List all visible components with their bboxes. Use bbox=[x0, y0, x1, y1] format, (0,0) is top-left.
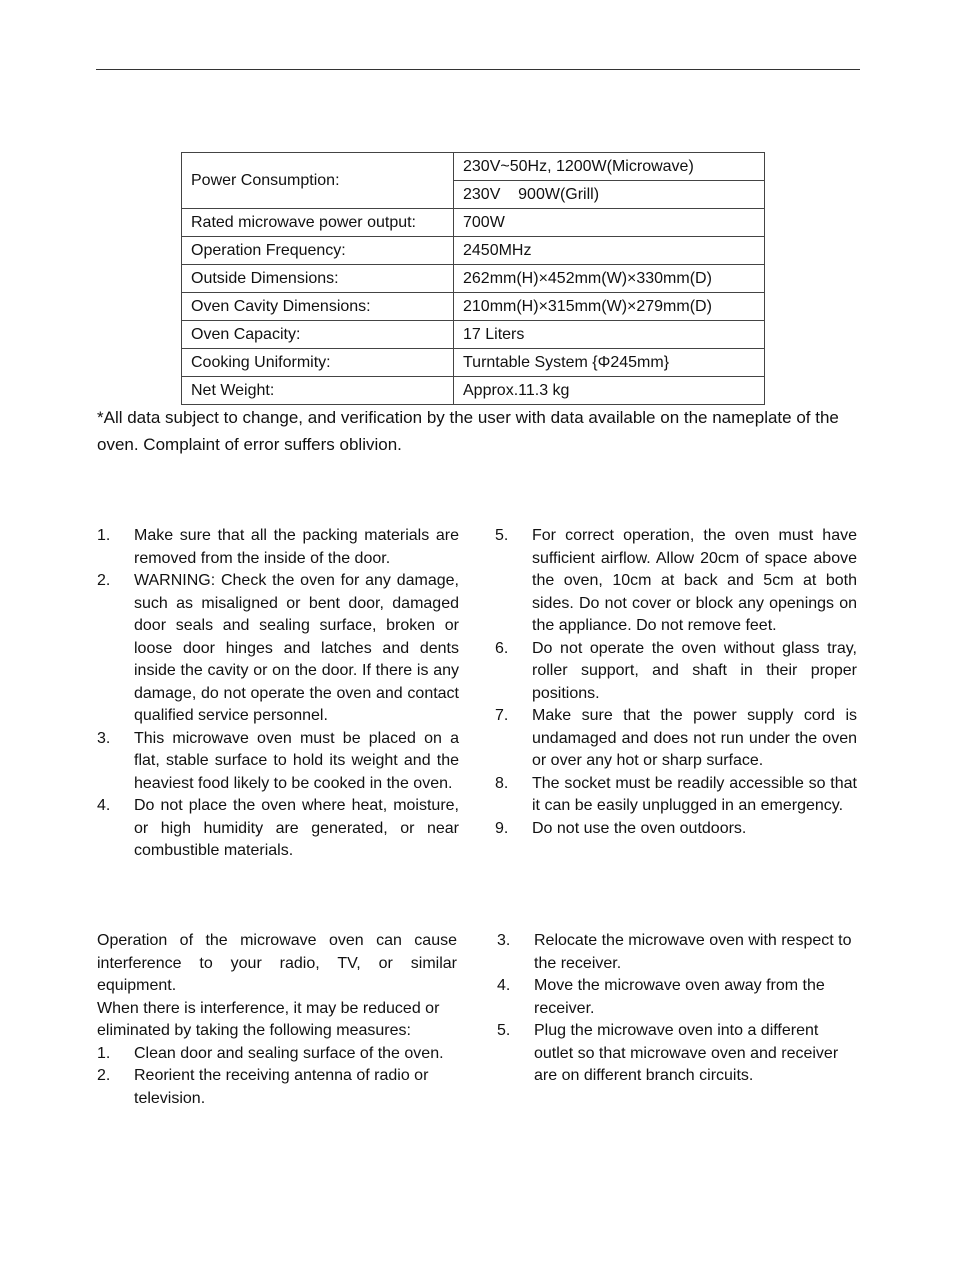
spec-label: Outside Dimensions: bbox=[182, 265, 454, 293]
spec-row bbox=[182, 321, 765, 349]
interference-intro: When there is interference, it may be reduced or eliminated by taking the following measures: bbox=[97, 999, 440, 1039]
list-item: 3. This microwave oven must be placed on a flat, stable surface to hold its weight and the heaviest food likely to be cooked in the oven. bbox=[97, 729, 459, 792]
list-item: 8. The socket must be readily accessible so that it can be easily unplugged in an emergency. bbox=[495, 774, 857, 814]
spec-value: Approx.11.3 kg bbox=[454, 377, 765, 405]
spec-value: 17 Liters bbox=[454, 321, 765, 349]
spec-row-power bbox=[182, 153, 765, 181]
interference-left bbox=[97, 930, 457, 1110]
list-item: 2. WARNING: Check the oven for any damage, such as misaligned or bent door, damaged door seals and sealing surface, broken or loose door hinges and latches and dents inside the cavity or on the door. If there is any damage, do not operate the oven and contact qualified service personnel. bbox=[97, 572, 459, 724]
interference-intro: Operation of the microwave oven can cause interference to your radio, TV, or similar equipment. bbox=[97, 932, 457, 994]
installation-list-right bbox=[495, 525, 857, 840]
spec-label: Oven Capacity: bbox=[182, 321, 454, 349]
spec-value: Turntable System {Φ245mm} bbox=[454, 349, 765, 377]
spec-label: Oven Cavity Dimensions: bbox=[182, 293, 454, 321]
spec-label: Operation Frequency: bbox=[182, 237, 454, 265]
installation-list-left bbox=[97, 525, 459, 863]
spec-row bbox=[182, 237, 765, 265]
spec-row bbox=[182, 293, 765, 321]
interference-right bbox=[497, 930, 859, 1088]
list-item: 7. Make sure that the power supply cord is undamaged and does not run under the oven or over any hot or sharp surface. bbox=[495, 707, 857, 769]
list-item: 3. Relocate the microwave oven with respect to the receiver. bbox=[497, 932, 852, 972]
spec-label: Net Weight: bbox=[182, 377, 454, 405]
spec-value: 2450MHz bbox=[454, 237, 765, 265]
spec-label: Rated microwave power output: bbox=[182, 209, 454, 237]
list-item: 6. Do not operate the oven without glass tray, roller support, and shaft in their proper positions. bbox=[495, 639, 857, 702]
list-item: 5. Plug the microwave oven into a different outlet so that microwave oven and receiver are on different branch circuits. bbox=[497, 1022, 839, 1084]
spec-row bbox=[182, 349, 765, 377]
header-rule bbox=[96, 69, 860, 70]
list-item: 5. For correct operation, the oven must have sufficient airflow. Allow 20cm of space above the oven, 10cm at back and 5cm at both sides. Do not cover or block any openings on the appliance. Do not remove feet. bbox=[495, 527, 857, 634]
spec-row bbox=[182, 265, 765, 293]
spec-value: 262mm(H)×452mm(W)×330mm(D) bbox=[454, 265, 765, 293]
list-item: 1. Clean door and sealing surface of the oven. bbox=[97, 1044, 444, 1062]
spec-value: 230V 900W(Grill) bbox=[454, 181, 765, 209]
data-change-note: *All data subject to change, and verification by the user with data available on the nameplate of the oven. Complaint of error suffers oblivion. bbox=[97, 408, 839, 454]
spec-row bbox=[182, 209, 765, 237]
spec-value: 700W bbox=[454, 209, 765, 237]
spec-value: 210mm(H)×315mm(W)×279mm(D) bbox=[454, 293, 765, 321]
spec-label: Power Consumption: bbox=[182, 153, 454, 209]
list-item: 4. Do not place the oven where heat, moisture, or high humidity are generated, or near combustible materials. bbox=[97, 797, 459, 859]
list-item: 2. Reorient the receiving antenna of radio or television. bbox=[97, 1067, 429, 1107]
list-item: 4. Move the microwave oven away from the receiver. bbox=[497, 977, 825, 1017]
spec-label: Cooking Uniformity: bbox=[182, 349, 454, 377]
spec-value: 230V~50Hz, 1200W(Microwave) bbox=[454, 153, 765, 181]
list-item: 9. Do not use the oven outdoors. bbox=[495, 819, 747, 837]
specifications-table bbox=[181, 152, 765, 405]
list-item: 1. Make sure that all the packing materials are removed from the inside of the door. bbox=[97, 527, 459, 567]
spec-row bbox=[182, 377, 765, 405]
